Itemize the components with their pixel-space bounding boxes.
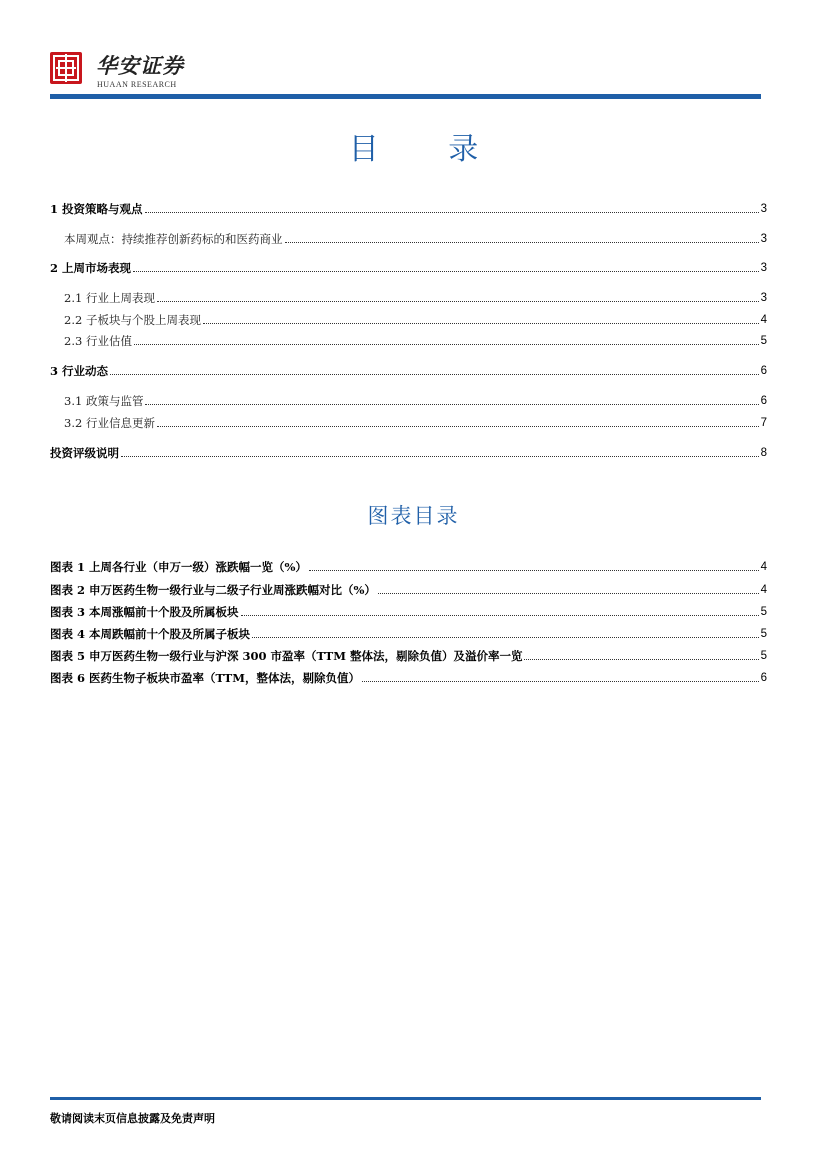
figure-entry-label: 图表 2 申万医药生物一级行业与二级子行业周涨跌幅对比（%） <box>50 583 376 597</box>
toc-entry-page: 6 <box>760 365 767 377</box>
toc-entry[interactable] <box>50 362 767 378</box>
toc-leader-dots <box>157 300 759 302</box>
figure-leader-dots <box>362 680 759 682</box>
toc-entry-page: 8 <box>760 447 767 459</box>
figure-entry-page: 5 <box>760 628 767 640</box>
toc-entry-page: 4 <box>760 314 767 326</box>
figure-entry-label: 图表 5 申万医药生物一级行业与沪深 300 市盈率（TTM 整体法，剔除负值）及溢价率一览 <box>50 649 523 663</box>
figure-leader-dots <box>309 569 759 571</box>
figure-entry[interactable] <box>50 603 767 619</box>
toc-entry-page: 3 <box>760 262 767 274</box>
toc-entry[interactable] <box>50 259 767 275</box>
toc-entry-page: 3 <box>760 292 767 304</box>
figure-entry-label: 图表 6 医药生物子板块市盈率（TTM，整体法，剔除负值） <box>50 671 360 685</box>
toc-entry-label: 本周观点：持续推荐创新药标的和医药商业 <box>64 232 283 246</box>
figure-entry-label: 图表 1 上周各行业（申万一级）涨跌幅一览（%） <box>50 560 307 574</box>
toc-leader-dots <box>285 241 759 243</box>
toc-entry-label: 投资评级说明 <box>50 446 119 460</box>
figure-entry-page: 4 <box>760 584 767 596</box>
toc-entry-page: 3 <box>760 203 767 215</box>
toc-entry[interactable] <box>64 230 767 246</box>
figure-leader-dots <box>241 614 759 616</box>
toc-entry-label: 1 投资策略与观点 <box>50 202 143 216</box>
figure-entry[interactable] <box>50 558 767 574</box>
toc-leader-dots <box>110 373 759 375</box>
brand-name-en: HUAAN RESEARCH <box>97 80 177 89</box>
company-logo-icon <box>50 52 82 84</box>
toc-entry[interactable] <box>50 200 767 216</box>
brand-name-cn: 华安证券 <box>96 53 184 78</box>
toc-entry-label: 2.1 行业上周表现 <box>64 291 155 305</box>
toc-entry[interactable] <box>64 311 767 327</box>
toc-entry[interactable] <box>64 289 767 305</box>
figure-entry[interactable] <box>50 625 767 641</box>
toc-entry-label: 2 上周市场表现 <box>50 261 132 275</box>
toc-leader-dots <box>133 270 759 272</box>
toc-entry-label: 2.3 行业估值 <box>64 334 132 348</box>
toc-entry-page: 7 <box>760 417 767 429</box>
figure-leader-dots <box>524 658 758 660</box>
toc-entry-label: 3.1 政策与监管 <box>64 394 144 408</box>
toc-entry-label: 3.2 行业信息更新 <box>64 416 155 430</box>
toc-entry[interactable] <box>64 414 767 430</box>
figure-entry-label: 图表 3 本周涨幅前十个股及所属板块 <box>50 605 239 619</box>
footer-divider <box>50 1097 761 1100</box>
figure-leader-dots <box>378 592 759 594</box>
toc-entry[interactable] <box>50 444 767 460</box>
toc-entry[interactable] <box>64 332 767 348</box>
toc-leader-dots <box>145 211 759 213</box>
footer-disclaimer: 敬请阅读末页信息披露及免责声明 <box>50 1112 215 1125</box>
figure-entry-page: 6 <box>760 672 767 684</box>
toc-leader-dots <box>145 403 758 405</box>
figures-title: 图表目录 <box>367 504 460 528</box>
toc-entry-label: 3 行业动态 <box>50 364 109 378</box>
figure-entry-page: 4 <box>760 561 767 573</box>
header-divider <box>50 94 761 99</box>
toc-title: 目 录 <box>348 132 509 167</box>
figure-entry[interactable] <box>50 581 767 597</box>
toc-leader-dots <box>134 343 759 345</box>
toc-entry-page: 3 <box>760 233 767 245</box>
figure-entry-page: 5 <box>760 650 767 662</box>
toc-entry-page: 5 <box>760 335 767 347</box>
figure-leader-dots <box>252 636 759 638</box>
toc-leader-dots <box>121 455 759 457</box>
toc-leader-dots <box>203 322 759 324</box>
figure-entry[interactable] <box>50 647 767 663</box>
toc-entry[interactable] <box>64 392 767 408</box>
toc-entry-label: 2.2 子板块与个股上周表现 <box>64 313 201 327</box>
figure-entry-page: 5 <box>760 606 767 618</box>
toc-leader-dots <box>157 425 759 427</box>
figure-entry-label: 图表 4 本周跌幅前十个股及所属子板块 <box>50 627 251 641</box>
figure-entry[interactable] <box>50 669 767 685</box>
toc-entry-page: 6 <box>760 395 767 407</box>
